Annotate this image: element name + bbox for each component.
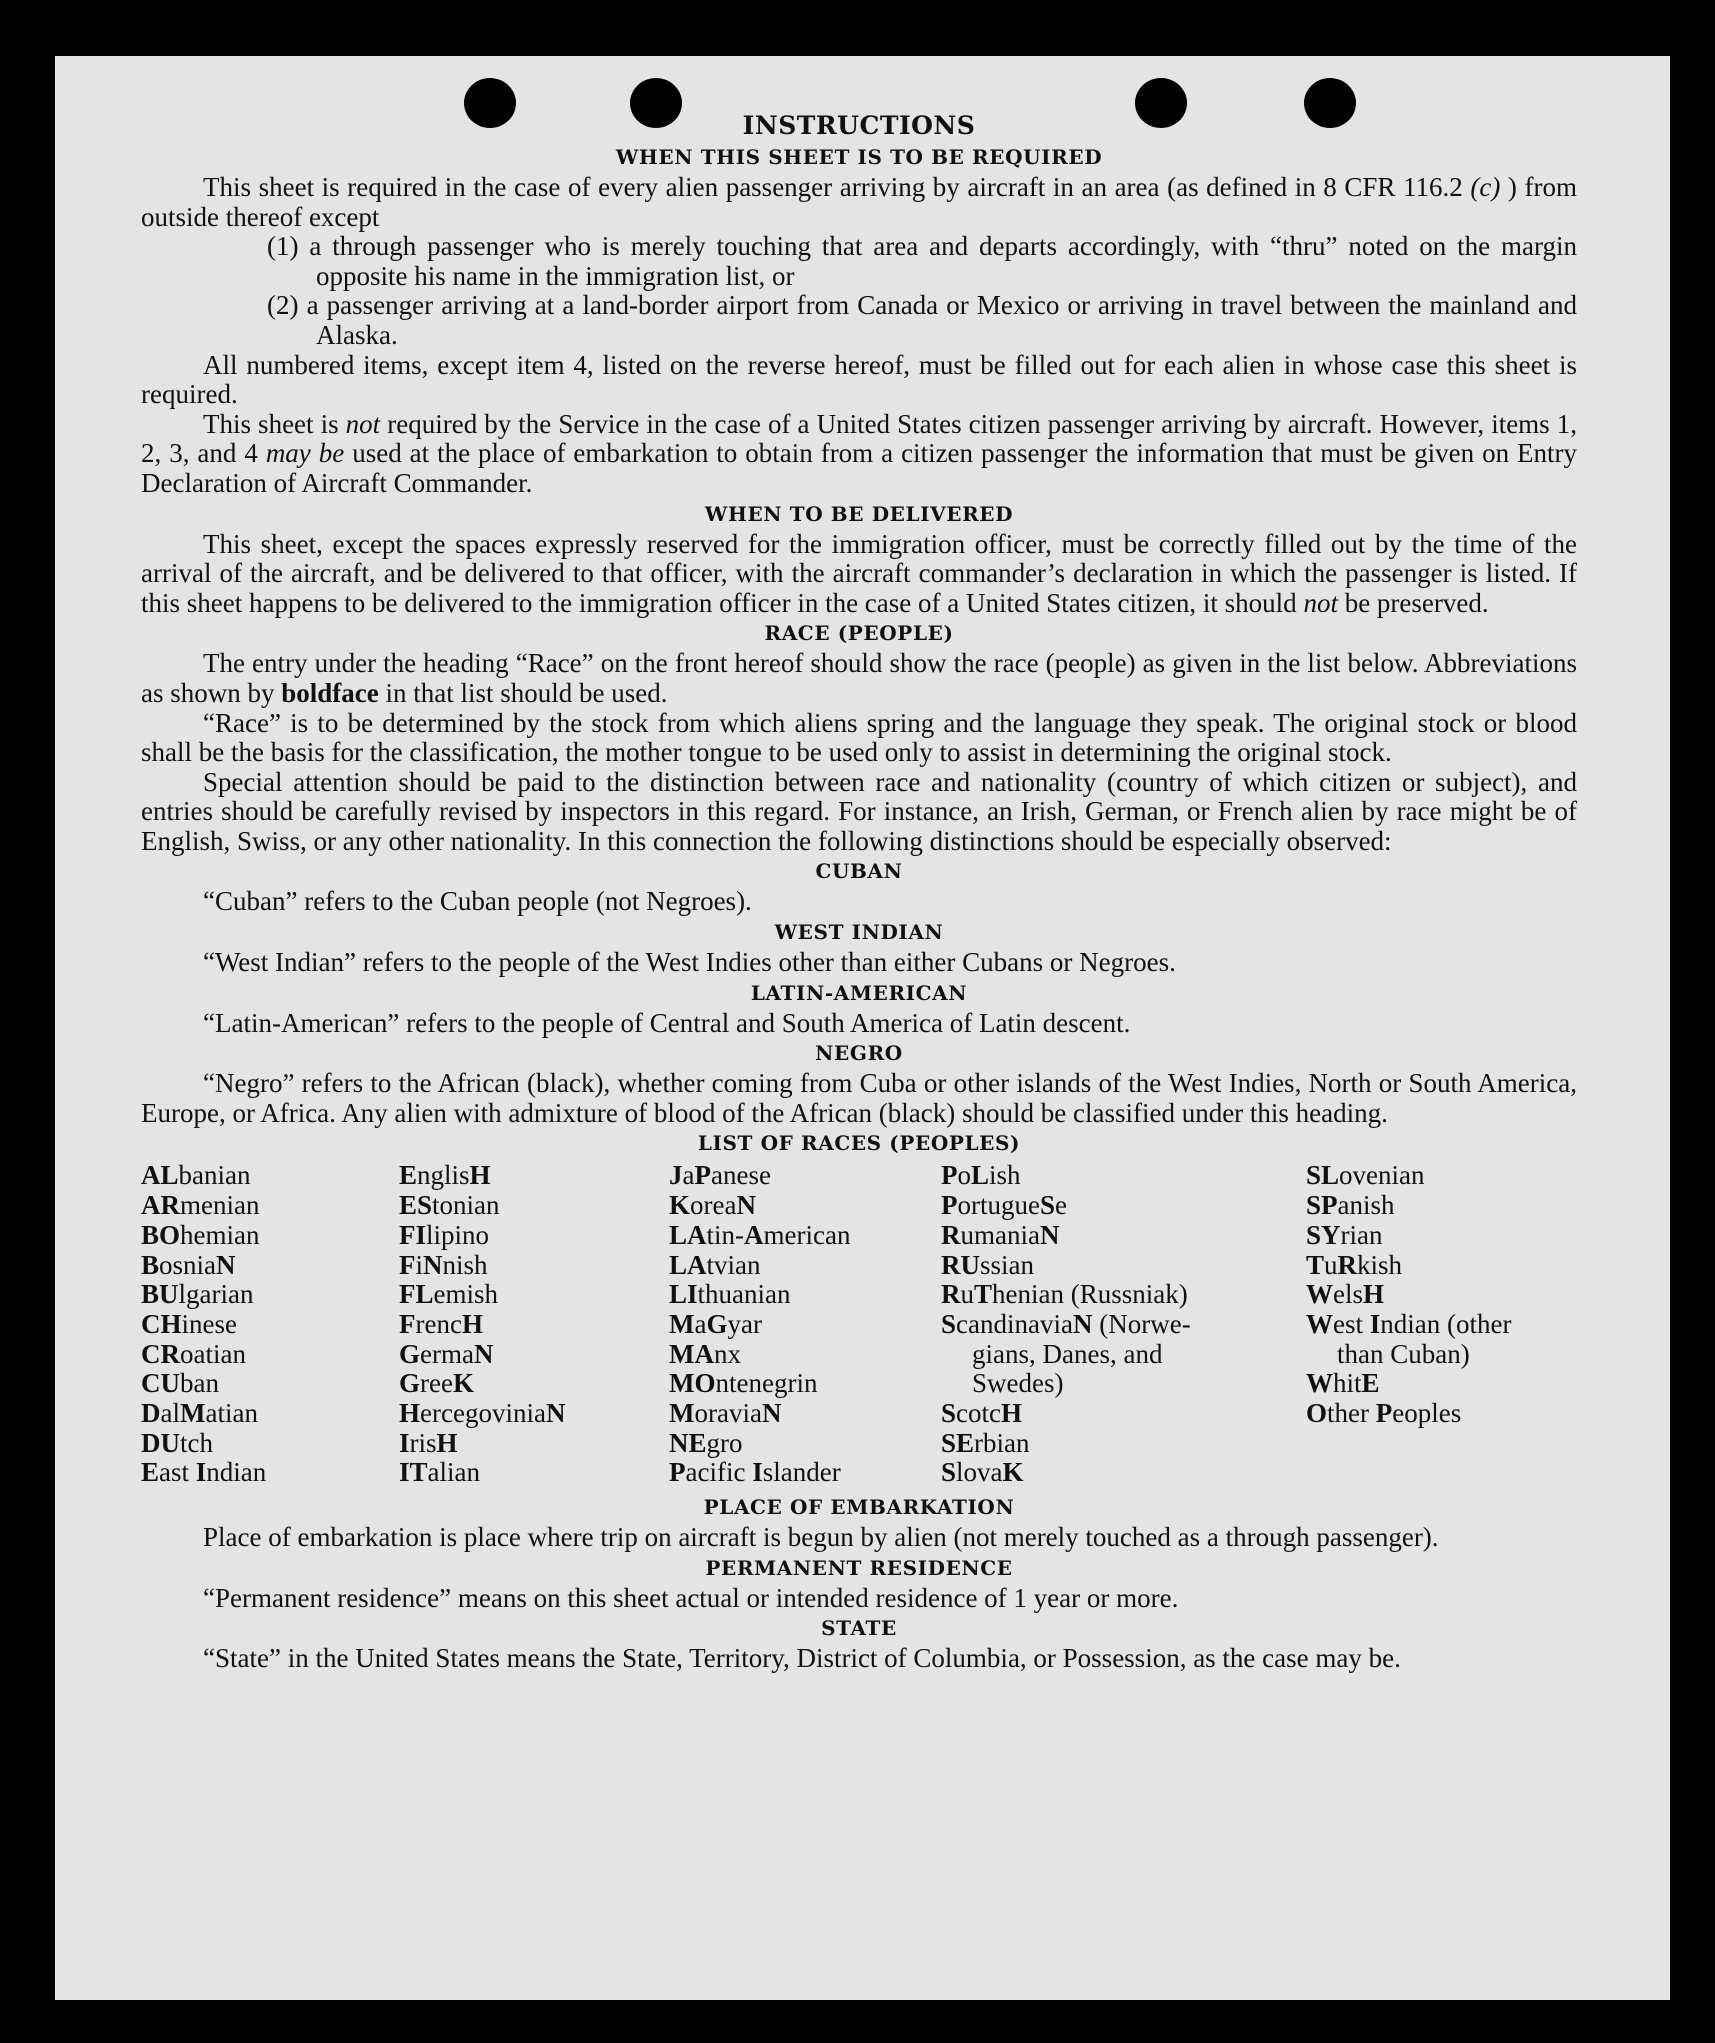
abbreviation-letters: R: [1337, 1249, 1358, 1280]
race-text: thuanian: [697, 1279, 791, 1310]
section-heading: LATIN-AMERICAN: [750, 980, 968, 1005]
race-entry: [141, 1280, 399, 1310]
race-text: rian: [1340, 1219, 1383, 1250]
race-text: candinavia: [956, 1308, 1073, 1339]
abbreviation-letters: T: [1306, 1249, 1325, 1280]
race-text: emish: [433, 1279, 499, 1310]
abbreviation-letters: BU: [141, 1279, 179, 1310]
race-text: ndian: [206, 1457, 267, 1488]
race-text: a: [694, 1308, 707, 1339]
paragraph: [141, 1523, 1577, 1553]
race-text: ssian: [980, 1249, 1034, 1280]
abbreviation-letters: E: [141, 1457, 160, 1488]
race-entry: [669, 1161, 941, 1191]
race-entry: [941, 1369, 1306, 1399]
race-text: henian (Russniak): [992, 1279, 1188, 1310]
race-entry: [941, 1310, 1306, 1340]
abbreviation-letters: G: [706, 1308, 728, 1339]
text-segment: required by the Service in the case of a United States citizen passenger arriving by aircraft. However, items 1, 2, 3, and 4: [141, 408, 1577, 469]
text-segment: may be: [265, 438, 345, 469]
text-segment: “Race” is to be determined by the stock from which aliens spring and the language they speak. The original stock or blood shall be the basis for the classification, the mother tongue to be used only to assist in determining the original stock.: [141, 707, 1577, 768]
race-entry: [399, 1251, 669, 1281]
race-text: merican: [763, 1219, 851, 1250]
section-heading: PLACE OF EMBARKATION: [703, 1495, 1015, 1520]
race-entry: [669, 1191, 941, 1221]
race-entry: [941, 1399, 1306, 1429]
race-text: oatian: [180, 1338, 246, 1369]
race-text: osnia: [159, 1249, 217, 1280]
abbreviation-letters: K: [669, 1190, 691, 1221]
race-text: menian: [180, 1190, 260, 1221]
paragraph: [141, 768, 1577, 857]
abbreviation-letters: N: [423, 1249, 443, 1280]
race-text: anese: [710, 1160, 771, 1191]
race-list-column: [1306, 1161, 1596, 1488]
race-entry: [399, 1191, 669, 1221]
text-segment: Special attention should be paid to the distinction between race and nationality (country of which citizen or subject), and entries should be carefully revised by inspectors in this regard. For instance, an Irish, German, or French alien by race might be of English, Swiss, or any other nationality. In this connection the following distinctions should be especially observed:: [141, 766, 1577, 856]
race-text: ntenegrin: [715, 1368, 818, 1399]
section-heading: CUBAN: [815, 859, 903, 884]
text-segment: in that list should be used.: [378, 677, 668, 708]
text-segment: “Permanent residence” means on this sheet actual or intended residence of 1 year or more.: [203, 1582, 1179, 1613]
abbreviation-letters: W: [1306, 1368, 1333, 1399]
abbreviation-letters: FI: [399, 1219, 426, 1250]
section-heading: WHEN THIS SHEET IS TO BE REQUIRED: [615, 145, 1103, 169]
text-segment: This sheet is required in the case of every alien passenger arriving by aircraft in an area (as defined in 8 CFR 116.2: [203, 172, 1471, 202]
text-segment: “West Indian” refers to the people of the West Indies other than either Cubans or Negroes.: [203, 947, 1176, 978]
race-entry: [941, 1221, 1306, 1251]
race-text: ercegovinia: [420, 1398, 546, 1429]
race-list-column: [141, 1161, 399, 1488]
race-text: eoples: [1392, 1398, 1462, 1429]
race-text: atian: [205, 1398, 258, 1429]
text-segment: Place of embarkation is place where trip on aircraft is begun by alien (not merely touched as a through passenger).: [203, 1522, 1439, 1553]
race-text: orea: [690, 1190, 737, 1221]
abbreviation-letters: SE: [941, 1427, 975, 1458]
race-text: umania: [960, 1219, 1040, 1250]
abbreviation-letters: R: [941, 1279, 961, 1310]
abbreviation-letters: DU: [141, 1427, 180, 1458]
race-entry: [399, 1458, 669, 1488]
race-text: ish: [989, 1160, 1021, 1191]
text-segment: This sheet is: [203, 408, 346, 439]
abbreviation-letters: H: [399, 1398, 421, 1429]
race-entry: [669, 1221, 941, 1251]
race-text: nglis: [417, 1160, 470, 1191]
race-text: than Cuban): [1337, 1338, 1470, 1369]
abbreviation-letters: H: [461, 1308, 483, 1339]
race-text: oravia: [694, 1398, 762, 1429]
abbreviation-letters: B: [141, 1249, 160, 1280]
paragraph: [141, 948, 1577, 978]
race-text: rbian: [974, 1427, 1030, 1458]
race-text: nx: [713, 1338, 741, 1369]
abbreviation-letters: MO: [669, 1368, 716, 1399]
abbreviation-letters: I: [1369, 1308, 1381, 1339]
race-text: ovenian: [1339, 1160, 1425, 1191]
race-entry: [399, 1429, 669, 1459]
abbreviation-letters: N: [736, 1190, 756, 1221]
race-entry: [1306, 1399, 1596, 1429]
race-text: renc: [415, 1308, 462, 1339]
page-title: INSTRUCTIONS: [742, 111, 976, 140]
abbreviation-letters: AR: [141, 1190, 180, 1221]
text-segment: The entry under the heading “Race” on the front hereof should show the race (people) as given in the list below. Abbreviations as shown by: [141, 648, 1577, 708]
race-list-heading: LIST OF RACES (PEOPLES): [697, 1131, 1021, 1156]
paragraph: [141, 1644, 1577, 1674]
numbered-item: [141, 291, 1577, 350]
race-text: ree: [420, 1368, 453, 1399]
abbreviation-letters: M: [669, 1308, 695, 1339]
race-entry: [1306, 1280, 1596, 1310]
race-entry: [399, 1340, 669, 1370]
race-entry: [941, 1161, 1306, 1191]
race-text: gro: [706, 1427, 743, 1458]
abbreviation-letters: K: [1002, 1457, 1024, 1488]
race-text: banian: [178, 1160, 251, 1191]
race-entry: [1306, 1369, 1596, 1399]
race-text: nish: [442, 1249, 488, 1280]
text-segment: (2) a passenger arriving at a land-border airport from Canada or Mexico or arriving in travel between the mainland and Alaska.: [267, 290, 1577, 350]
race-text: ndian (other: [1380, 1308, 1512, 1339]
text-segment: be preserved.: [1337, 587, 1489, 618]
abbreviation-letters: L: [971, 1160, 990, 1191]
race-entry: [141, 1429, 399, 1459]
race-text: inese: [181, 1308, 237, 1339]
sections-before-list: [141, 142, 1577, 1128]
race-text: acific: [685, 1457, 753, 1488]
text-segment: “State” in the United States means the State, Territory, District of Columbia, or Possession, as the case may be.: [203, 1643, 1401, 1674]
abbreviation-letters: IT: [399, 1457, 428, 1488]
abbreviation-letters: N: [473, 1338, 494, 1369]
text-segment: “Latin-American” refers to the people of Central and South America of Latin descent.: [203, 1007, 1131, 1038]
race-text: ban: [180, 1368, 219, 1399]
text-segment: boldface: [281, 677, 379, 708]
abbreviation-letters: P: [941, 1160, 958, 1191]
race-entry: [141, 1458, 399, 1488]
abbreviation-letters: ES: [399, 1190, 433, 1221]
race-list-column: [941, 1161, 1306, 1488]
abbreviation-letters: A: [744, 1219, 764, 1250]
race-entry: [669, 1310, 941, 1340]
race-entry: [399, 1161, 669, 1191]
abbreviation-letters: N: [761, 1398, 782, 1429]
abbreviation-letters: LI: [669, 1279, 698, 1310]
race-entry: [141, 1161, 399, 1191]
paragraph: [141, 1009, 1577, 1039]
abbreviation-letters: E: [1361, 1368, 1380, 1399]
race-text: tvian: [706, 1249, 761, 1280]
race-entry: [399, 1280, 669, 1310]
paragraph: [141, 709, 1577, 768]
paragraph: [141, 530, 1577, 619]
race-text: u: [1324, 1249, 1338, 1280]
race-entry: [669, 1429, 941, 1459]
abbreviation-letters: MA: [669, 1338, 714, 1369]
instructions-content: [141, 110, 1577, 1674]
race-text: o: [957, 1160, 971, 1191]
paragraph: [141, 1584, 1577, 1614]
race-entry: [1306, 1310, 1596, 1340]
race-entry: [141, 1191, 399, 1221]
text-segment: All numbered items, except item 4, listed on the reverse hereof, must be filled out for each alien in whose case this sheet is required.: [141, 349, 1577, 410]
abbreviation-letters: M: [180, 1398, 206, 1429]
text-segment: not: [1303, 587, 1338, 618]
abbreviation-letters: RU: [941, 1249, 980, 1280]
race-text: Swedes): [972, 1368, 1064, 1399]
text-segment: (1) a through passenger who is merely touching that area and departs accordingly, with “thru” noted on the margin opposite his name in the immigration list, or: [267, 231, 1577, 291]
paragraph: [141, 887, 1577, 917]
race-text: gians, Danes, and: [972, 1338, 1163, 1369]
race-entry: [399, 1399, 669, 1429]
paragraph: [141, 649, 1577, 708]
numbered-item: [141, 232, 1577, 291]
race-text: tch: [180, 1427, 213, 1458]
race-entry: [1306, 1191, 1596, 1221]
abbreviation-letters: F: [399, 1308, 416, 1339]
text-segment: used at the place of embarkation to obtain from a citizen passenger the information that must be given on Entry Declaration of Aircraft Commander.: [141, 438, 1578, 498]
race-entry: [669, 1399, 941, 1429]
race-text: cotc: [956, 1398, 1002, 1429]
abbreviation-letters: P: [941, 1190, 958, 1221]
section-heading: WHEN TO BE DELIVERED: [704, 501, 1014, 526]
section-heading: STATE: [821, 1616, 897, 1641]
race-text: ortugue: [957, 1190, 1040, 1221]
abbreviation-letters: G: [399, 1368, 421, 1399]
race-text: (Norwe-: [1092, 1308, 1191, 1339]
race-text: lipino: [426, 1219, 490, 1250]
race-text: est: [1333, 1308, 1370, 1339]
abbreviation-letters: T: [974, 1279, 993, 1310]
race-text: ast: [159, 1457, 196, 1488]
race-text: hit: [1333, 1368, 1362, 1399]
race-list-column: [669, 1161, 941, 1488]
abbreviation-letters: N: [1072, 1308, 1093, 1339]
race-text: ther: [1327, 1398, 1376, 1429]
abbreviation-letters: W: [1306, 1279, 1333, 1310]
race-entry: [669, 1340, 941, 1370]
section-heading: NEGRO: [815, 1041, 903, 1066]
race-list: [141, 1161, 1577, 1488]
abbreviation-letters: CR: [141, 1338, 180, 1369]
race-entry: [399, 1369, 669, 1399]
text-segment: ) from outside thereof except: [141, 172, 1577, 232]
race-entry: [141, 1399, 399, 1429]
abbreviation-letters: CU: [141, 1368, 180, 1399]
section-heading: PERMANENT RESIDENCE: [705, 1555, 1013, 1580]
abbreviation-letters: P: [669, 1457, 686, 1488]
abbreviation-letters: P: [1375, 1398, 1393, 1429]
abbreviation-letters: LA: [669, 1249, 707, 1280]
section-heading: WEST INDIAN: [774, 920, 944, 945]
race-entry: [669, 1280, 941, 1310]
abbreviation-letters: H: [1363, 1279, 1385, 1310]
text-segment: “Cuban” refers to the Cuban people (not Negroes).: [203, 886, 752, 917]
race-text: ris: [409, 1427, 437, 1458]
abbreviation-letters: N: [545, 1398, 566, 1429]
race-text: hemian: [180, 1219, 260, 1250]
race-entry: [941, 1458, 1306, 1488]
race-entry: [141, 1221, 399, 1251]
race-text: i: [415, 1249, 424, 1280]
text-segment: not: [345, 408, 381, 439]
race-text: slander: [762, 1457, 841, 1488]
race-entry: [1306, 1251, 1596, 1281]
abbreviation-letters: P: [694, 1160, 711, 1191]
race-entry: [941, 1251, 1306, 1281]
race-text: tonian: [432, 1190, 500, 1221]
race-text: alian: [427, 1457, 481, 1488]
abbreviation-letters: I: [752, 1457, 763, 1488]
abbreviation-letters: N: [1039, 1219, 1060, 1250]
abbreviation-letters: R: [941, 1219, 961, 1250]
race-entry: [1306, 1340, 1596, 1370]
abbreviation-letters: BO: [141, 1219, 181, 1250]
abbreviation-letters: S: [941, 1308, 957, 1339]
abbreviation-letters: H: [469, 1160, 491, 1191]
race-text: e: [1055, 1190, 1067, 1221]
race-text: anish: [1337, 1190, 1395, 1221]
race-entry: [941, 1340, 1306, 1370]
abbreviation-letters: AL: [141, 1160, 179, 1191]
race-text: erma: [420, 1338, 474, 1369]
abbreviation-letters: N: [216, 1249, 236, 1280]
race-text: a: [682, 1160, 695, 1191]
race-entry: [141, 1251, 399, 1281]
race-text: kish: [1357, 1249, 1403, 1280]
abbreviation-letters: I: [399, 1427, 410, 1458]
race-entry: [669, 1458, 941, 1488]
abbreviation-letters: S: [941, 1457, 957, 1488]
abbreviation-letters: F: [399, 1249, 416, 1280]
abbreviation-letters: S: [941, 1398, 957, 1429]
abbreviation-letters: CH: [141, 1308, 182, 1339]
race-entry: [1306, 1221, 1596, 1251]
abbreviation-letters: SP: [1306, 1190, 1338, 1221]
section-heading: RACE (PEOPLE): [764, 621, 954, 646]
race-entry: [669, 1369, 941, 1399]
race-entry: [669, 1251, 941, 1281]
abbreviation-letters: O: [1306, 1398, 1328, 1429]
race-entry: [141, 1340, 399, 1370]
paragraph: [141, 351, 1577, 410]
race-text: els: [1333, 1279, 1363, 1310]
abbreviation-letters: NE: [669, 1427, 707, 1458]
race-entry: [141, 1369, 399, 1399]
race-entry: [141, 1310, 399, 1340]
race-text: al: [160, 1398, 180, 1429]
abbreviation-letters: M: [669, 1398, 695, 1429]
race-entry: [399, 1221, 669, 1251]
race-list-column: [399, 1161, 669, 1488]
paragraph: [141, 1069, 1577, 1128]
abbreviation-letters: D: [141, 1398, 161, 1429]
text-segment: “Negro” refers to the African (black), whether coming from Cuba or other islands of the West Indies, North or South America, Europe, or Africa. Any alien with admixture of blood of the African (black) should be classified under this heading.: [141, 1068, 1577, 1128]
abbreviation-letters: SY: [1306, 1219, 1341, 1250]
race-entry: [941, 1280, 1306, 1310]
text-segment: This sheet, except the spaces expressly reserved for the immigration officer, must be correctly filled out by the time of the arrival of the aircraft, and be delivered to that officer, with the aircraft commander’s declaration in which the passenger is listed. If this sheet happens to be delivered to the immigration officer in the case of a United States citizen, it should: [141, 528, 1577, 618]
race-entry: [1306, 1161, 1596, 1191]
race-text: u: [960, 1279, 974, 1310]
abbreviation-letters: SL: [1306, 1160, 1340, 1191]
abbreviation-letters: J: [669, 1160, 683, 1191]
abbreviation-letters: H: [1001, 1398, 1023, 1429]
abbreviation-letters: K: [452, 1368, 474, 1399]
abbreviation-letters: I: [195, 1457, 207, 1488]
sections-after-list: [141, 1492, 1577, 1674]
abbreviation-letters: LA: [669, 1219, 707, 1250]
abbreviation-letters: G: [399, 1338, 421, 1369]
abbreviation-letters: W: [1306, 1308, 1333, 1339]
race-entry: [941, 1429, 1306, 1459]
race-text: lgarian: [178, 1279, 254, 1310]
abbreviation-letters: E: [399, 1160, 418, 1191]
race-text: yar: [727, 1308, 762, 1339]
abbreviation-letters: S: [1039, 1190, 1056, 1221]
race-entry: [399, 1310, 669, 1340]
race-entry: [941, 1191, 1306, 1221]
race-text: tin-: [706, 1219, 745, 1250]
abbreviation-letters: FL: [399, 1279, 434, 1310]
race-text: lova: [956, 1457, 1003, 1488]
abbreviation-letters: H: [436, 1427, 458, 1458]
text-segment: (c): [1470, 172, 1501, 202]
paragraph: [141, 410, 1577, 499]
paragraph: [141, 173, 1577, 232]
